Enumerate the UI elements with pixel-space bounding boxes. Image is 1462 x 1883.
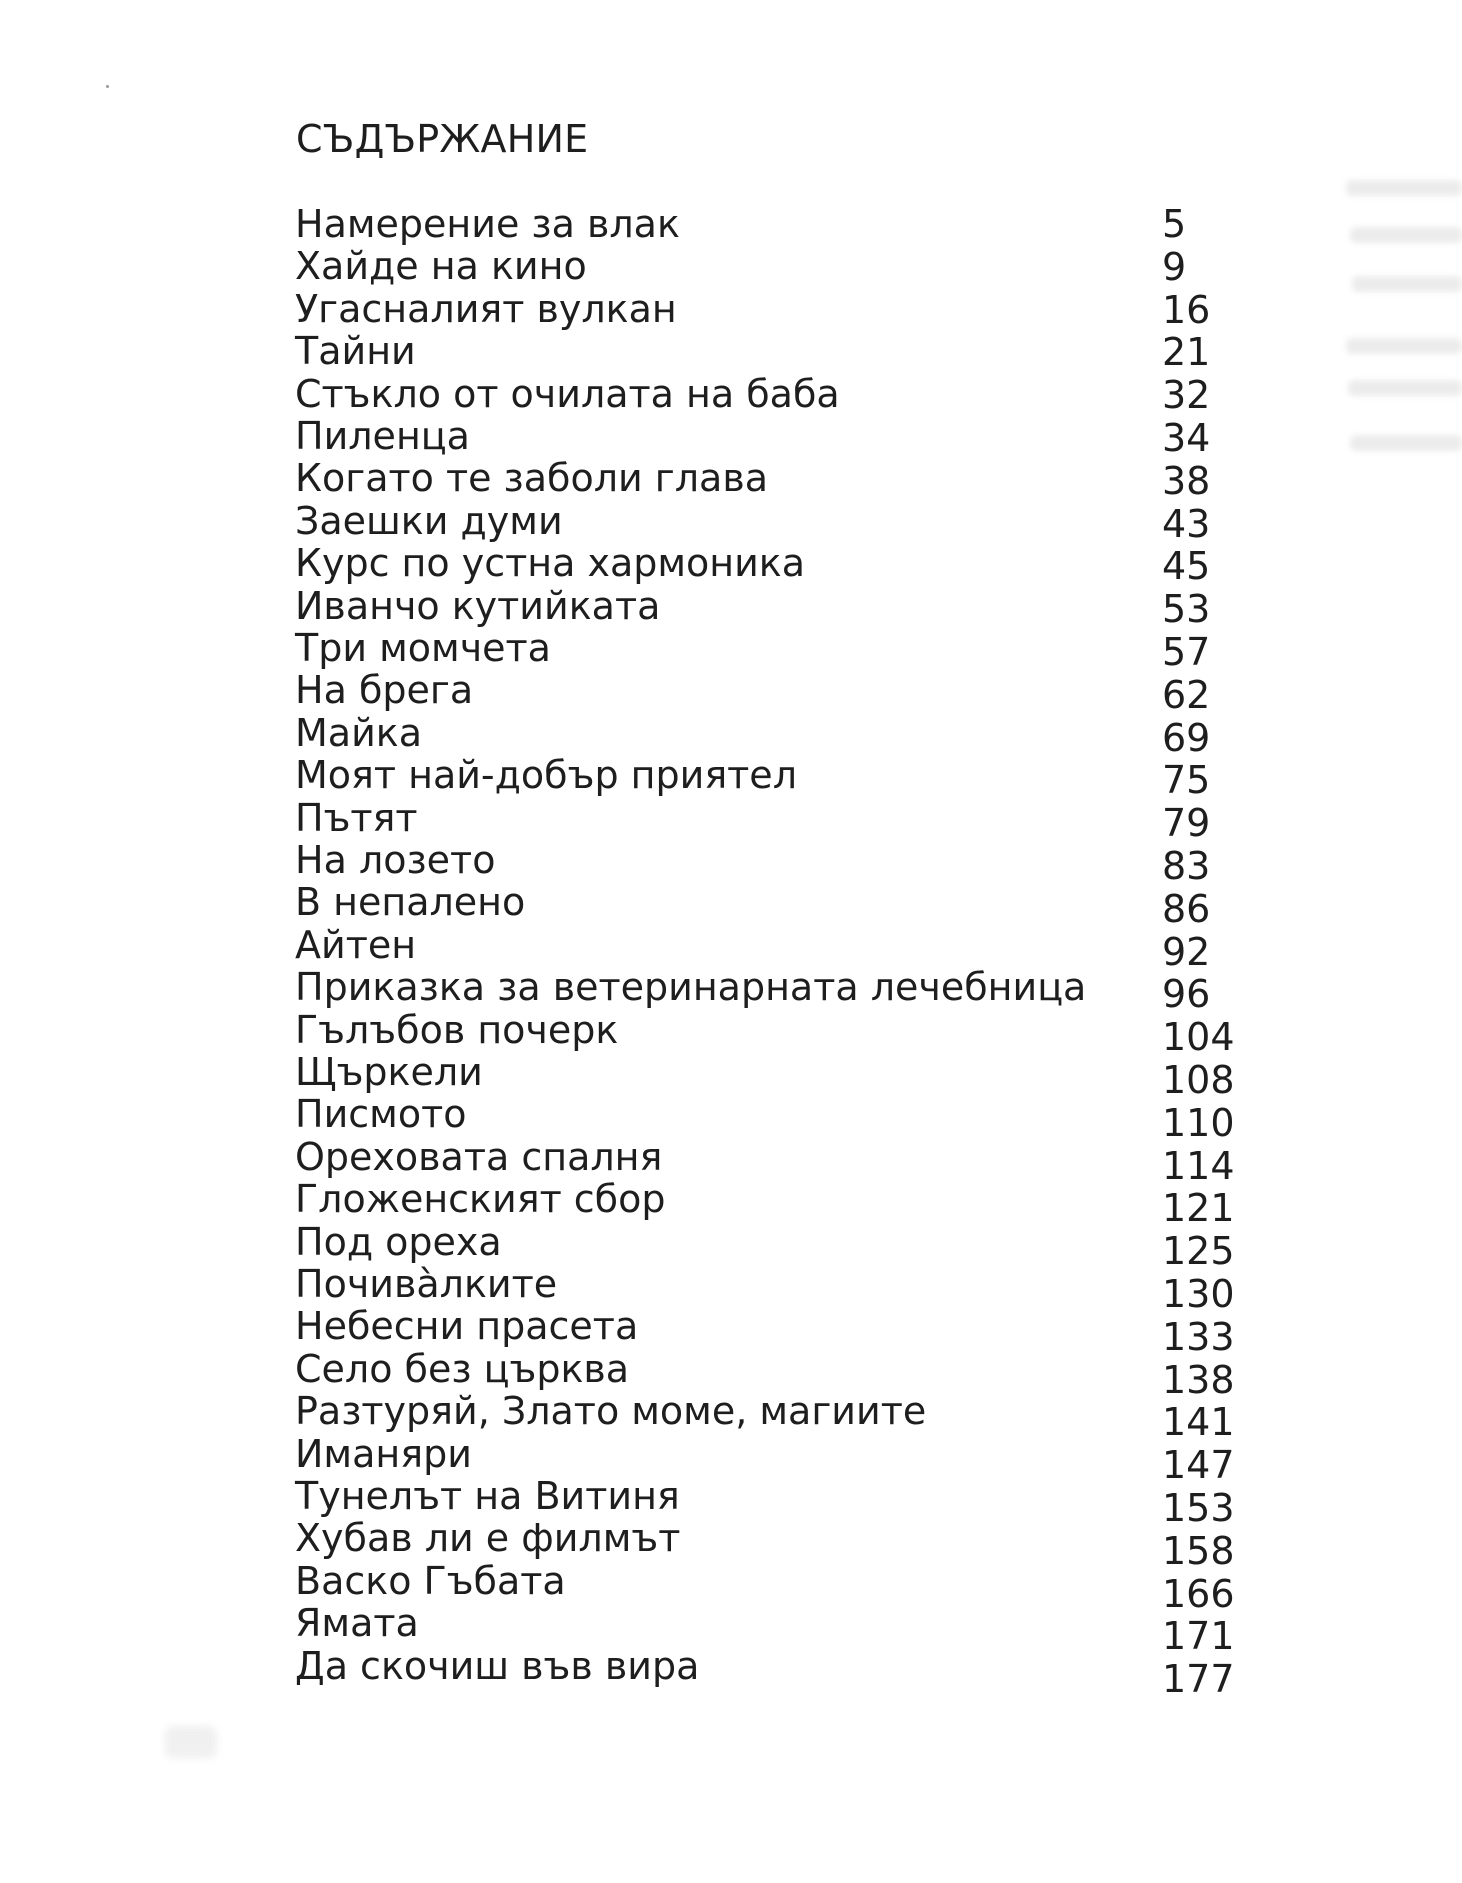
toc-entry (295, 1219, 1295, 1274)
toc-entry-title: Село без църква (295, 1346, 630, 1391)
toc-entry-title: Небесни прасета (295, 1304, 639, 1349)
toc-entry-page-number: 79 (1162, 801, 1211, 846)
toc-entry (295, 371, 1295, 418)
toc-entry-title: Пътят (295, 795, 418, 840)
toc-entry-title: Намерение за влак (295, 202, 680, 246)
toc-entry-page-number: 133 (1162, 1314, 1235, 1359)
toc-entry-page-number: 130 (1162, 1272, 1235, 1316)
toc-entry-page-number: 141 (1162, 1400, 1235, 1445)
toc-entry-title: Айтен (295, 922, 417, 967)
toc-entry-title: Три момчета (295, 626, 551, 670)
toc-entry (295, 498, 1295, 546)
toc-entry-page-number: 86 (1162, 886, 1211, 931)
toc-entry-page-number: 53 (1162, 587, 1211, 632)
toc-entry-page-number: 34 (1162, 416, 1211, 460)
toc-entry (295, 1431, 1295, 1488)
toc-entry-title: Хайде на кино (295, 244, 587, 289)
toc-entry-title: Иманяри (295, 1431, 472, 1476)
toc-entry-page-number: 45 (1162, 544, 1211, 589)
toc-entry-title: Курс по устна хармоника (295, 541, 806, 586)
toc-entry-title: Майка (295, 710, 423, 755)
toc-entry-page-number: 92 (1162, 929, 1211, 974)
toc-entry (295, 668, 1295, 717)
show-through-mark (1348, 380, 1462, 396)
toc-entry-page-number: 158 (1162, 1528, 1235, 1573)
toc-entry-title: Ореховата спалня (295, 1134, 663, 1179)
toc-entry (295, 1643, 1295, 1702)
toc-entry (295, 203, 1295, 245)
toc-entry-page-number: 96 (1162, 972, 1211, 1017)
toc-entry-page-number: 43 (1162, 501, 1211, 546)
toc-entry-title: Стъкло от очилата на баба (295, 371, 840, 416)
toc-entry (295, 1304, 1295, 1359)
toc-entry-title: Разтуряй, Злато моме, магиите (295, 1389, 927, 1434)
toc-entry (295, 965, 1295, 1017)
toc-entry-page-number: 16 (1162, 287, 1211, 332)
toc-entry-title: На брега (295, 668, 474, 713)
toc-entry (295, 795, 1295, 846)
toc-entry-title: Угасналият вулкан (295, 286, 677, 331)
toc-entry (295, 541, 1295, 589)
toc-entry-page-number: 147 (1162, 1443, 1235, 1488)
toc-entry (295, 1262, 1295, 1316)
toc-entry (295, 329, 1295, 375)
toc-entry-title: Под ореха (295, 1219, 502, 1264)
toc-entry-title: В непалено (295, 880, 526, 925)
toc-entry (295, 922, 1295, 974)
contents-heading: СЪДЪРЖАНИЕ (296, 117, 589, 161)
toc-entry-title: Гложенският сбор (295, 1177, 666, 1222)
toc-entry-page-number: 21 (1162, 330, 1211, 375)
toc-entry-title: Тайни (295, 329, 416, 374)
toc-entry-title: Приказка за ветеринарната лечебница (295, 965, 1087, 1010)
toc-entry (295, 456, 1295, 503)
table-of-contents (295, 203, 1295, 1723)
toc-entry-page-number: 104 (1162, 1015, 1235, 1060)
toc-entry-title: Тунелът на Витиня (295, 1474, 680, 1518)
toc-entry (295, 288, 1295, 330)
toc-entry-title: Васко Гъбата (295, 1558, 566, 1603)
toc-entry (295, 710, 1295, 760)
toc-entry (295, 1346, 1295, 1402)
toc-entry (295, 1389, 1295, 1445)
toc-entry-title: Когато те заболи глава (295, 456, 768, 501)
toc-entry-page-number: 32 (1162, 373, 1211, 418)
show-through-mark (1346, 338, 1462, 354)
show-through-mark (1346, 180, 1462, 196)
toc-entry (295, 1516, 1295, 1573)
toc-entry-page-number: 5 (1162, 202, 1187, 246)
toc-entry-page-number: 171 (1162, 1614, 1235, 1659)
toc-entry-page-number: 125 (1162, 1229, 1235, 1274)
toc-entry-title: Щъркели (295, 1050, 483, 1094)
toc-entry (295, 838, 1295, 888)
toc-entry-page-number: 57 (1162, 630, 1211, 674)
toc-entry (295, 414, 1295, 460)
toc-entry-page-number: 177 (1162, 1657, 1235, 1702)
toc-entry-title: Ямата (295, 1601, 419, 1646)
toc-entry (295, 245, 1295, 287)
toc-entry (295, 1007, 1295, 1060)
toc-entry (295, 1092, 1295, 1145)
toc-entry-title: Хубав ли е филмът (295, 1516, 681, 1561)
toc-entry (295, 753, 1295, 803)
toc-entry (295, 626, 1295, 674)
toc-entry (295, 1558, 1295, 1616)
toc-entry-page-number: 62 (1162, 672, 1211, 717)
toc-entry-title: Да скочиш във вира (295, 1643, 700, 1688)
toc-entry (295, 1601, 1295, 1659)
toc-entry-page-number: 83 (1162, 844, 1211, 888)
toc-entry-page-number: 108 (1162, 1058, 1235, 1102)
toc-entry-page-number: 75 (1162, 758, 1211, 803)
toc-entry-title: На лозето (295, 838, 496, 882)
toc-entry-title: Пиленца (295, 414, 470, 458)
show-through-mark (1350, 435, 1462, 451)
toc-entry-page-number: 110 (1162, 1100, 1235, 1145)
toc-entry (295, 1134, 1295, 1188)
toc-entry-title: Почива̀лките (295, 1262, 558, 1306)
toc-entry (295, 1177, 1295, 1231)
toc-entry-page-number: 153 (1162, 1486, 1235, 1530)
show-through-mark (1352, 276, 1462, 292)
toc-entry-title: Заешки думи (295, 498, 563, 543)
show-through-page-number-mark (165, 1726, 217, 1758)
toc-entry-page-number: 69 (1162, 715, 1211, 760)
toc-entry-title: Моят най-добър приятел (295, 753, 797, 798)
toc-entry-page-number: 38 (1162, 458, 1211, 503)
toc-entry (295, 1050, 1295, 1102)
toc-entry (295, 880, 1295, 931)
toc-entry-page-number: 9 (1162, 244, 1187, 289)
toc-entry-page-number: 166 (1162, 1571, 1235, 1616)
scan-speck (106, 85, 109, 88)
toc-entry-title: Гълъбов почерк (295, 1007, 619, 1052)
toc-entry-page-number: 121 (1162, 1186, 1235, 1231)
show-through-mark (1350, 227, 1462, 243)
toc-entry (295, 1474, 1295, 1530)
toc-entry (295, 583, 1295, 632)
toc-entry-title: Иванчо кутийката (295, 583, 661, 628)
toc-entry-page-number: 114 (1162, 1143, 1235, 1188)
toc-entry-title: Писмото (295, 1092, 467, 1137)
toc-entry-page-number: 138 (1162, 1357, 1235, 1402)
